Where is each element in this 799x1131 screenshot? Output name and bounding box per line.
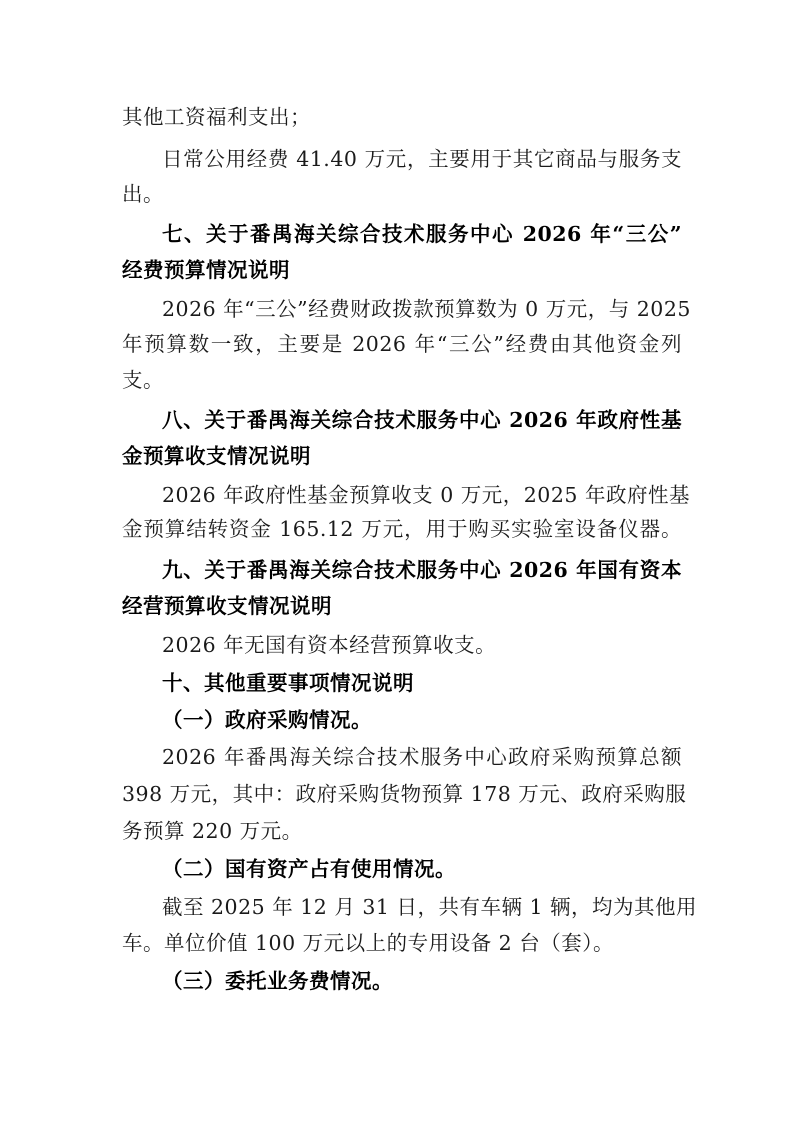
- subsection-heading: （三）委托业务费情况。: [162, 969, 393, 993]
- paragraph-line: 2026 年政府性基金预算收支 0 万元，2025 年政府性基: [162, 483, 690, 507]
- section-heading: 经费预算情况说明: [122, 258, 290, 282]
- subsection-heading: （一）政府采购情况。: [162, 708, 372, 732]
- section-heading: 金预算收支情况说明: [122, 444, 311, 468]
- paragraph-line: 其他工资福利支出；: [122, 105, 311, 129]
- section-heading: 十、其他重要事项情况说明: [162, 671, 414, 695]
- paragraph-line: 截至 2025 年 12 月 31 日，共有车辆 1 辆，均为其他用: [162, 895, 698, 919]
- paragraph-line: 金预算结转资金 165.12 万元，用于购买实验室设备仪器。: [122, 517, 682, 541]
- paragraph-line: 务预算 220 万元。: [122, 819, 303, 843]
- section-heading: 九、关于番禺海关综合技术服务中心 2026 年国有资本: [162, 558, 682, 582]
- paragraph-line: 398 万元，其中：政府采购货物预算 178 万元、政府采购服: [122, 782, 687, 806]
- paragraph-line: 车。单位价值 100 万元以上的专用设备 2 台（套）。: [122, 931, 614, 955]
- paragraph-line: 支。: [122, 368, 164, 392]
- paragraph-line: 2026 年“三公”经费财政拨款预算数为 0 万元，与 2025: [162, 297, 691, 321]
- subsection-heading: （二）国有资产占有使用情况。: [162, 857, 456, 881]
- paragraph-line: 2026 年番禺海关综合技术服务中心政府采购预算总额: [162, 745, 682, 769]
- section-heading: 经营预算收支情况说明: [122, 594, 332, 618]
- paragraph-line: 出。: [122, 182, 164, 206]
- section-heading: 七、关于番禺海关综合技术服务中心 2026 年“三公”: [162, 222, 682, 246]
- paragraph-line: 2026 年无国有资本经营预算收支。: [162, 633, 497, 657]
- section-heading: 八、关于番禺海关综合技术服务中心 2026 年政府性基: [162, 408, 682, 432]
- paragraph-line: 日常公用经费 41.40 万元，主要用于其它商品与服务支: [162, 147, 682, 171]
- paragraph-line: 年预算数一致，主要是 2026 年“三公”经费由其他资金列: [122, 332, 682, 356]
